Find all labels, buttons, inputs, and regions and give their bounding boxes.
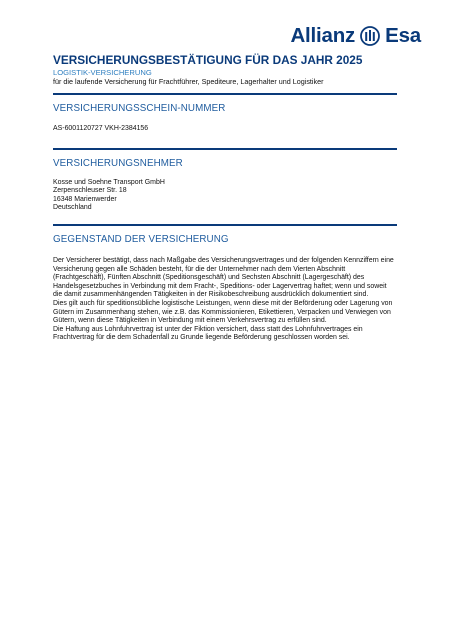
insured-address: [53, 179, 397, 213]
insured-country: Deutschland: [53, 204, 92, 212]
subject-heading: GEGENSTAND DER VERSICHERUNG: [53, 233, 229, 245]
section-divider: [53, 148, 397, 150]
insured-street: Zerpenschleuser Str. 18: [53, 187, 127, 195]
subject-paragraph: Dies gilt auch für speditionsübliche logistische Leistungen, wenn diese mit der Beförderung oder Lagerung von Gütern im Zusammenhang stehen, wie z.B. das Kommissionieren, Etikettieren, Verpacken und Verwiegen von Gütern, wenn diese Tätigkeiten in Verbindung mit einem Verkehrsvertrag zu erfüllen sind.: [53, 299, 393, 325]
document-title: VERSICHERUNGSBESTÄTIGUNG FÜR DAS JAHR 2025: [53, 53, 363, 67]
insured-heading: VERSICHERUNGSNEHMER: [53, 157, 183, 169]
company-logo: [290, 24, 421, 48]
section-divider: [53, 224, 397, 226]
policy-number-heading: VERSICHERUNGSSCHEIN-NUMMER: [53, 103, 226, 114]
policy-number: AS-6001120727 VKH-2384156: [53, 125, 149, 132]
allianz-eagle-icon: [360, 26, 380, 46]
subject-text: [53, 257, 397, 343]
document-subtitle: LOGISTIK-VERSICHERUNG: [53, 68, 152, 77]
document-page: [53, 54, 397, 343]
insured-city: 16348 Marienwerder: [53, 195, 117, 203]
subject-paragraph: Die Haftung aus Lohnfuhrvertrag ist unter der Fiktion versichert, dass statt des Lohnfuhrvertrages ein Frachtvertrag für die dem Schadenfall zu Grunde liegende Beförderung geschlossen worden sei.: [53, 325, 363, 342]
subject-paragraph: Der Versicherer bestätigt, dass nach Maßgabe des Versicherungsvertrages und der folgenden Kennziffern eine Versicherung gegen alle Schäden besteht, für die der Unternehmer nach dem Vierten Abschnitt (Frachtgeschäft), Fünften Abschnitt (Speditionsgeschäft) und Sechsten Abschnitt (Lagergeschäft) des Handelsgesetzbuches in Verbindung mit dem Fracht-, Speditions- oder Lagervertrag haftet; wenn und soweit die damit zusammenhängenden Tätigkeiten in der Risikobeschreibung ausdrücklich dokumentiert sind.: [53, 256, 394, 299]
logo-text-allianz: Allianz: [290, 24, 356, 47]
document-description: für die laufende Versicherung für Frachtführer, Spediteure, Lagerhalter und Logistiker: [53, 77, 324, 86]
insured-name: Kosse und Soehne Transport GmbH: [53, 178, 165, 186]
section-divider: [53, 93, 397, 95]
logo-text-esa: Esa: [385, 24, 421, 47]
